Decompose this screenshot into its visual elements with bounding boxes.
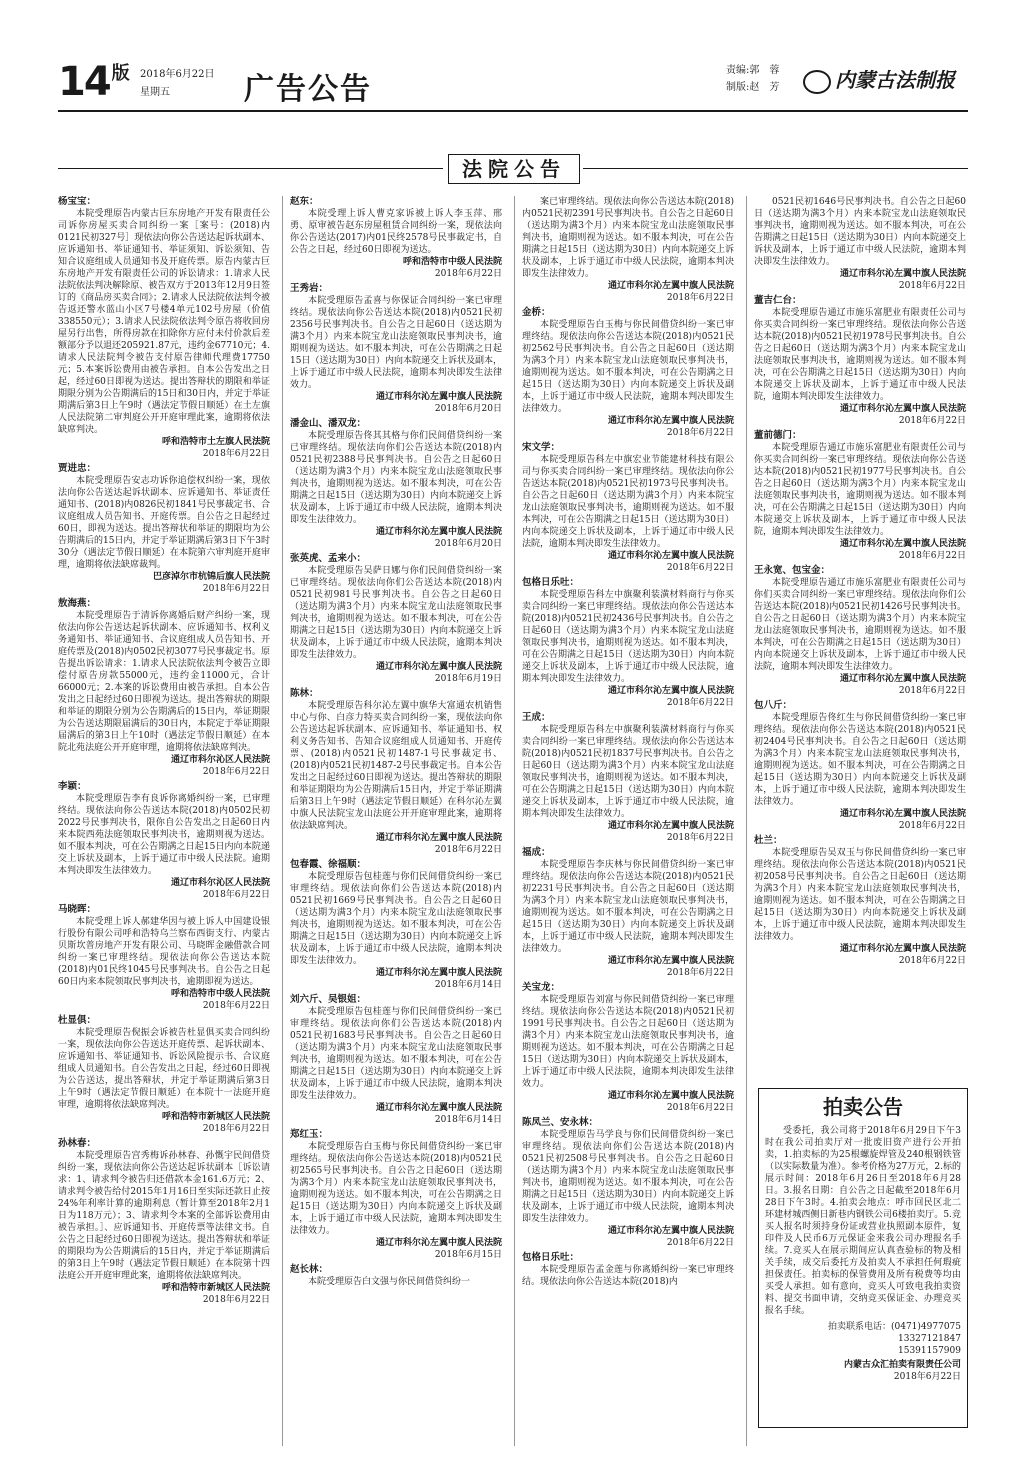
notice-court-signature: 通辽市科尔沁左翼中旗人民法院 bbox=[375, 662, 502, 672]
banner-rule-left bbox=[58, 168, 443, 169]
notice-date: 2018年6月22日 bbox=[898, 956, 966, 966]
notice-date: 2018年6月22日 bbox=[898, 686, 966, 696]
notice-court-signature: 通辽市科尔沁左翼中旗人民法院 bbox=[839, 404, 966, 414]
notice-body: 本院受理原告马学良与你们民间借贷纠纷一案已审理终结。现依法向你们公告送达本院(2018)内0521民初2508号民事判决书。自公告之日起60日（送达期为满3个月）内来本院宝龙山法庭领取民事判决书，逾期则视为送达。如不服本判决，可在公告期满之日起15日（送达期为30日）内向本院递交上诉状及副本，上诉于通辽市中级人民法院，逾期本判决即发生法律效力。 bbox=[522, 1130, 734, 1224]
notice-court-signature: 呼和浩特市中级人民法院 bbox=[170, 989, 270, 999]
notice-addressee: 金桥： bbox=[522, 307, 551, 318]
notice-court-signature: 呼和浩特市中级人民法院 bbox=[402, 257, 502, 267]
issue-date-text: 2018年6月22日 bbox=[140, 69, 215, 80]
page-number bbox=[58, 60, 130, 104]
court-notice bbox=[58, 463, 270, 595]
notice-addressee: 董前德门： bbox=[754, 430, 802, 441]
newspaper-logo bbox=[803, 64, 955, 94]
court-notice bbox=[754, 700, 966, 832]
page-label: 版 bbox=[111, 63, 130, 84]
court-notice-banner bbox=[58, 154, 968, 184]
auction-phone: 15391157909 bbox=[898, 1346, 961, 1356]
notice-body: 本院受理原告于清诉你离婚后财产纠纷一案，现依法向你公告送达起诉状副本、应诉通知书、权利义务通知书、举证通知书、合议庭组成人员告知书、开庭传票及(2018)内0502民初3077号民事裁定书。原告提出诉讼请求：1.请求人民法院依法判令被告立即偿付原告房款55000元，违约金11000元，合计66000元；2.本案的诉讼费用由被告承担。自本公告发出之日起经过60日即视为送达。提出答辩状的期限和举证的期限分别为公告期满后的15日内，举证期限为公告送达期限届满后的30日内，本院定于举证期限届满后的第3日上午10时（遇法定节假日顺延）在本院北苑法庭公开开庭审理，逾期将依法缺席判决。 bbox=[58, 611, 270, 753]
court-notice bbox=[290, 1264, 502, 1288]
editor-name: 责编:郭 蓉 bbox=[726, 65, 780, 76]
notice-addressee: 张英虎、孟来小： bbox=[290, 553, 367, 564]
court-notice bbox=[522, 1252, 734, 1288]
notice-addressee: 孙林春： bbox=[58, 1138, 97, 1149]
notice-addressee: 宋文学： bbox=[522, 442, 561, 453]
notice-body: 本院受理原告科尔沁左翼中旗华大富通农机销售中心与你、白彦力特买卖合同纠纷一案，现依法向你公告送达起诉状副本、应诉通知书、举证通知书、权利义务告知书、告知合议庭组成人员通知书、开庭传票、(2018)内0521民初1487-1号民事裁定书、(2018)内0521民初1487-2号民事裁定书。自本公告发出之日起经过60日即视为送达。提出答辩状的期限和举证期限均为公告期满后15日内，并定于举证期满后第3日上午9时（遇法定节假日顺延）在科尔沁左翼中旗人民法院宝龙山法庭公开开庭审理此案，逾期将依法缺席判决。 bbox=[290, 701, 502, 831]
notice-body: 本院受理上诉人郝建华因与被上诉人中国建设银行股份有限公司呼和浩特乌兰察布西街支行、内蒙古贝斯坎普房地产开发有限公司、马晓晖金融借款合同纠纷一案已审理终结。现依法向你公告送达本院(2018)内01民终1045号民事判决书。自公告之日起60日内来本院领取民事判决书，逾期即视为送达。 bbox=[58, 917, 270, 987]
notice-date: 2018年6月22日 bbox=[202, 584, 270, 594]
court-notice bbox=[522, 442, 734, 574]
notice-body: 本院受理原告白玉梅与你民间借贷纠纷一案已审理终结。现依法向你公告送达本院(2018)内0521民初2562号民事判决书。自公告之日起60日（送达期为满3个月）内来本院宝龙山法庭领取民事判决书，逾期则视为送达。如不服本判决，可在公告期满之日起15日（送达期为30日）内向本院递交上诉状及副本，上诉于通辽市中级人民法院，逾期本判决即发生法律效力。 bbox=[522, 320, 734, 414]
court-notice bbox=[290, 553, 502, 685]
notice-addressee: 刘六斤、吴银姐： bbox=[290, 994, 367, 1005]
notice-addressee: 杨宝宝： bbox=[58, 196, 97, 207]
header-rule bbox=[58, 110, 968, 112]
notice-body: 本院受理原告孟喜与你保证合同纠纷一案已审理终结。现依法向你公告送达本院(2018)内0521民初2356号民事判决书。自公告之日起60日（送达期为满3个月）内来本院宝龙山法庭领取民事判决书，逾期则视为送达。如不服本判决，可在公告期满之日起15日（送达期为30日）内向本院递交上诉状及副本，上诉于通辽市中级人民法院，逾期本判决即发生法律效力。 bbox=[290, 296, 502, 390]
notice-column-1 bbox=[58, 196, 270, 1456]
notice-body: 本院受理原告倪振会诉被告杜显俱买卖合同纠纷一案，现依法向你公告送达开庭传票、起诉状副本、应诉通知书、举证通知书、诉讼风险提示书、合议庭组成人员通知书。自公告发出之日起，经过60日即视为公告送达，提出答辩状，并定于举证期满后第3日上午9时（遇法定节假日顺延）在本院十一法庭开庭审理，逾期将依法缺席判决。 bbox=[58, 1028, 270, 1110]
court-notice bbox=[522, 577, 734, 709]
notice-body: 本院受理原告吴萨日娜与你们民间借贷纠纷一案已审理终结。现依法向你们公告送达本院(2018)内0521民初981号民事判决书。自公告之日起60日（送达期为满3个月）内来本院宝龙山法庭领取民事判决书，逾期则视为送达。如不服本判决，可在公告期满之日起15日（送达期为30日）内向本院递交上诉状及副本，上诉于通辽市中级人民法院，逾期本判决即发生法律效力。 bbox=[290, 566, 502, 660]
issue-weekday: 星期五 bbox=[140, 87, 170, 98]
notice-addressee: 董吉仁台： bbox=[754, 295, 802, 306]
court-notice bbox=[290, 283, 502, 415]
court-notice bbox=[290, 196, 502, 280]
notice-court-signature: 通辽市科尔沁左翼中旗人民法院 bbox=[839, 674, 966, 684]
notice-date: 2018年6月22日 bbox=[898, 416, 966, 426]
notice-date: 2018年6月22日 bbox=[898, 821, 966, 831]
court-notice bbox=[754, 295, 966, 427]
page-header bbox=[58, 60, 968, 110]
notice-addressee: 包春霞、徐福顺： bbox=[290, 859, 367, 870]
editor-credits bbox=[726, 62, 779, 96]
notice-date: 2018年6月22日 bbox=[666, 968, 734, 978]
court-notice bbox=[58, 196, 270, 460]
notice-body: 本院受理原告内蒙古巨东房地产开发有限责任公司诉你房屋买卖合同纠纷一案［案号：(2018)内0121民初327号］现依法向你公告送达起诉状副本、应诉通知书、举证通知书、举证须知、诉讼须知、告知合议庭组成人员通知书及开庭传票。原告内蒙古巨东房地产开发有限责任公司的诉讼请求：1.请求人民法院依法判决解除原、被告双方于2013年12月9日签订的《商品房买卖合同》；2.请求人民法院依法判令被告返还警水蓝山小区7号楼4单元102号房屋（价值338550元）；3.请求人民法院依法判令原告将收回房屋另行出售，所得房款在扣除你方应付未付价款后差额部分予以退还205921.87元，违约金67710元；4.请求人民法院判令被告支付原告律师代理费17750元；5.本案诉讼费用由被告承担。自本公告发出之日起，经过60日即视为送达。提出答辩状的期限和举证期限分别为公告期满后的15日和30日内，并定于举证期满后第3日上午9时（遇法定节假日顺延）在土左旗人民法院第二审判庭公开开庭审理此案，逾期将依法缺席判决。 bbox=[58, 209, 270, 435]
notice-date: 2018年6月22日 bbox=[666, 428, 734, 438]
notice-body: 本院受理原告吴双玉与你民间借贷纠纷一案已审理终结。现依法向你公告送达本院(2018)内0521民初2058号民事判决书。自公告之日起60日（送达期为满3个月）内来本院宝龙山法庭领取民事判决书，逾期则视为送达。如不服本判决，可在公告期满之日起15日（送达期为30日）内向本院递交上诉状及副本，上诉于通辽市中级人民法院，逾期本判决即发生法律效力。 bbox=[754, 848, 966, 942]
notice-addressee: 贾进忠： bbox=[58, 463, 97, 474]
notice-court-signature: 通辽市科尔沁左翼中旗人民法院 bbox=[607, 956, 734, 966]
notice-court-signature: 通辽市科尔沁左翼中旗人民法院 bbox=[375, 968, 502, 978]
court-notice bbox=[754, 430, 966, 562]
notice-date: 2018年6月22日 bbox=[434, 845, 502, 855]
notice-court-signature: 通辽市科尔沁左翼中旗人民法院 bbox=[607, 551, 734, 561]
court-notice bbox=[290, 688, 502, 856]
notice-column-4 bbox=[754, 196, 966, 1081]
notice-date: 2018年6月22日 bbox=[666, 1238, 734, 1248]
court-notice bbox=[58, 598, 270, 778]
notice-date: 2018年6月19日 bbox=[434, 674, 502, 684]
court-notice bbox=[290, 1129, 502, 1261]
notice-court-signature: 通辽市科尔沁左翼中旗人民法院 bbox=[607, 821, 734, 831]
notice-addressee: 王永宽、包宝金： bbox=[754, 565, 831, 576]
notice-body: 本院受理原告刘富与你民间借贷纠纷一案已审理终结。现依法向你公告送达本院(2018)内0521民初1991号民事判决书。自公告之日起60日（送达期为满3个月）内来本院宝龙山法庭领取民事判决书，逾期则视为送达。如不服本判决，可在公告期满之日起15日（送达期为30日）内向本院递交上诉状及副本，上诉于通辽市中级人民法院，逾期本判决即发生法律效力。 bbox=[522, 995, 734, 1089]
notice-addressee: 敖海燕： bbox=[58, 598, 97, 609]
auction-notice bbox=[758, 1088, 968, 1428]
court-notice bbox=[522, 307, 734, 439]
notice-body: 本院受理原告白文强与你民间借贷纠纷一 bbox=[308, 1277, 471, 1287]
notice-court-signature: 通辽市科尔沁区人民法院 bbox=[170, 878, 270, 888]
notice-court-signature: 通辽市科尔沁区人民法院 bbox=[170, 755, 270, 765]
court-notice bbox=[290, 859, 502, 991]
notice-body: 本院受理原告包桂莲与你们民间借贷纠纷一案已审理终结。现依法向你们公告送达本院(2018)内0521民初1683号民事判决书。自公告之日起60日（送达期为满3个月）内来本院宝龙山法庭领取民事判决书，逾期则视为送达。如不服本判决，可在公告期满之日起15日（送达期为30日）内向本院递交上诉状及副本，上诉于通辽市中级人民法院，逾期本判决即发生法律效力。 bbox=[290, 1007, 502, 1101]
notice-court-signature: 呼和浩特市新城区人民法院 bbox=[161, 1112, 270, 1122]
notice-date: 2018年6月22日 bbox=[434, 269, 502, 279]
notice-addressee: 杜兰： bbox=[754, 835, 783, 846]
auction-title: 拍卖公告 bbox=[823, 1095, 903, 1119]
court-notice bbox=[754, 835, 966, 967]
layout-editor-name: 制版:赵 芳 bbox=[726, 82, 780, 93]
notice-date: 2018年6月22日 bbox=[666, 833, 734, 843]
notice-date: 2018年6月14日 bbox=[434, 1115, 502, 1125]
court-notice bbox=[754, 196, 966, 292]
court-notice bbox=[522, 1117, 734, 1249]
auction-phone: 13327121847 bbox=[898, 1334, 961, 1344]
court-notice bbox=[522, 196, 734, 304]
notice-addressee: 王秀岩： bbox=[290, 283, 329, 294]
notice-court-signature: 通辽市科尔沁左翼中旗人民法院 bbox=[607, 1226, 734, 1236]
notice-date: 2018年6月22日 bbox=[202, 1295, 270, 1305]
court-notice bbox=[58, 1015, 270, 1135]
notice-date: 2018年6月22日 bbox=[666, 1103, 734, 1113]
notice-addressee: 福成： bbox=[522, 847, 551, 858]
notice-body: 本院受理原告李庆林与你民间借贷纠纷一案已审理终结。现依法向你公告送达本院(2018)内0521民初2231号民事判决书。自公告之日起60日（送达期为满3个月）内来本院宝龙山法庭领取民事判决书，逾期则视为送达。如不服本判决，可在公告期满之日起15日（送达期为30日）内向本院递交上诉状及副本，上诉于通辽市中级人民法院，逾期本判决即发生法律效力。 bbox=[522, 860, 734, 954]
notice-body: 本院受理原告佟红生与你民间借贷纠纷一案已审理终结。现依法向你公告送达本院(2018)内0521民初2404号民事判决书。自公告之日起60日（送达期为满3个月）内来本院宝龙山法庭领取民事判决书，逾期则视为送达。如不服本判决，可在公告期满之日起15日（送达期为30日）内向本院递交上诉状及副本，上诉于通辽市中级人民法院，逾期本判决即发生法律效力。 bbox=[754, 713, 966, 807]
notice-body: 本院受理原告佟其其格与你们民间借贷纠纷一案已审理终结。现依法向你们公告送达本院(2018)内0521民初2388号民事判决书。自公告之日起60日（送达期为满3个月）内来本院宝龙山法庭领取民事判决书，逾期则视为送达。如不服本判决，可在公告期满之日起15日（送达期为30日）内向本院递交上诉状及副本，上诉于通辽市中级人民法院，逾期本判决即发生法律效力。 bbox=[290, 431, 502, 525]
notice-date: 2018年6月22日 bbox=[202, 1124, 270, 1134]
notice-addressee: 李颖： bbox=[58, 781, 87, 792]
notice-addressee: 关宝龙： bbox=[522, 982, 561, 993]
notice-date: 2018年6月22日 bbox=[666, 293, 734, 303]
logo-emblem-icon bbox=[803, 70, 831, 94]
notice-court-signature: 通辽市科尔沁左翼中旗人民法院 bbox=[839, 944, 966, 954]
court-notice bbox=[754, 565, 966, 697]
court-notice bbox=[522, 847, 734, 979]
notice-court-signature: 通辽市科尔沁左翼中旗人民法院 bbox=[375, 1103, 502, 1113]
notice-date: 2018年6月22日 bbox=[898, 281, 966, 291]
notice-body: 本院受理原告科左中旗宏业节能建材科技有限公司与你买卖合同纠纷一案已审理终结。现依法向你公告送达本院(2018)内0521民初1973号民事判决书。自公告之日起60日（送达期为满3个月）内来本院宝龙山法庭领取民事判决书，逾期则视为送达。如不服本判决，可在公告期满之日起15日（送达期为30日）内向本院递交上诉状及副本，上诉于通辽市中级人民法院，逾期本判决即发生法律效力。 bbox=[522, 455, 734, 549]
notice-court-signature: 通辽市科尔沁左翼中旗人民法院 bbox=[375, 392, 502, 402]
notice-court-signature: 通辽市科尔沁左翼中旗人民法院 bbox=[607, 686, 734, 696]
notice-court-signature: 通辽市科尔沁左翼中旗人民法院 bbox=[839, 269, 966, 279]
notice-date: 2018年6月22日 bbox=[666, 563, 734, 573]
court-notice bbox=[522, 982, 734, 1114]
notice-addressee: 王成： bbox=[522, 712, 551, 723]
section-title: 广告公告 bbox=[244, 72, 372, 107]
page-number-value: 14 bbox=[58, 59, 110, 105]
notice-court-signature: 通辽市科尔沁左翼中旗人民法院 bbox=[375, 527, 502, 537]
notice-court-signature: 通辽市科尔沁左翼中旗人民法院 bbox=[607, 1091, 734, 1101]
notice-body: 本院受理原告安志功诉你追偿权纠纷一案，现依法向你公告送达起诉状副本、应诉通知书、举证责任通知书、(2018)内0826民初1841号民事裁定书、合议庭组成人员告知书、开庭传票。自公告之日起经过60日，即视为送达。提出答辩状和举证的期限均为公告期满后的15日内，并定于举证期满后第3日下午3时30分（遇法定节假日顺延）在本院第六审判庭开庭审理，逾期将依法缺席裁判。 bbox=[58, 476, 270, 570]
notice-court-signature: 通辽市科尔沁左翼中旗人民法院 bbox=[607, 416, 734, 426]
notice-court-signature: 呼和浩特市土左旗人民法院 bbox=[161, 437, 270, 447]
notice-date: 2018年6月14日 bbox=[434, 980, 502, 990]
court-notice bbox=[290, 994, 502, 1126]
notice-body: 本院受理原告科左中旗聚利装潢材料商行与你买卖合同纠纷一案已审理终结。现依法向你公告送达本院(2018)内0521民初1837号民事判决书。自公告之日起60日（送达期为满3个月）内来本院宝龙山法庭领取民事判决书，逾期则视为送达。如不服本判决，可在公告期满之日起15日（送达期为30日）内向本院递交上诉状及副本，上诉于通辽市中级人民法院，逾期本判决即发生法律效力。 bbox=[522, 725, 734, 819]
notice-date: 2018年6月20日 bbox=[434, 404, 502, 414]
issue-date bbox=[140, 66, 215, 102]
notice-body: 本院受理上诉人曹克家诉被上诉人李玉萍、邢勇、原审被告赵东房屋租赁合同纠纷一案，现依法向你公告送达(2017)内01民终2578号民事裁定书，自公告之日起，经过60日即视为送达。 bbox=[290, 209, 502, 255]
auction-body: 受委托，我公司将于2018年6月29日下午3时在我公司拍卖厅对一批废旧资产进行公开拍卖，1.拍卖标的为25根螺旋焊管及240根钢铁管（以实际数量为准）。参考价格为27万元，2.标的展示时间：2018年6月26日至2018年6月28日。3.报名日期：自公告之日起截至2018年6月28日下午3时。4.拍卖会地点：呼市回民区北二环建材城西侧日新巷内钢铁公司6楼拍卖厅。5.竞买人报名时须持身份证或营业执照副本原件，复印件及人民币6万元保证金来我公司办理报名手续。7.竞买人在展示期间应认真查验标的物及相关手续，成交后委托方及拍卖人不承担任何瑕疵担保责任。拍卖标的保管费用及所有税费等均由买受人承担。如有意向，竞买人可致电我拍卖资料、提交书面申请，交纳竞买保证金、办理竞买报名手续。 bbox=[765, 1126, 961, 1316]
notice-court-signature: 通辽市科尔沁左翼中旗人民法院 bbox=[839, 809, 966, 819]
court-notice bbox=[58, 781, 270, 901]
notice-addressee: 包格日乐吐： bbox=[522, 577, 580, 588]
notice-addressee: 陈林： bbox=[290, 688, 319, 699]
notice-date: 2018年6月15日 bbox=[434, 1250, 502, 1260]
notice-addressee: 郑红玉： bbox=[290, 1129, 329, 1140]
notice-date: 2018年6月22日 bbox=[898, 551, 966, 561]
notice-addressee: 赵东： bbox=[290, 196, 319, 207]
notice-body: 本院受理原告白玉梅与你民间借贷纠纷一案已审理终结。现依法向你公告送达本院(2018)内0521民初2565号民事判决书。自公告之日起60日（送达期为满3个月）内来本院宝龙山法庭领取民事判决书，逾期则视为送达。如不服本判决，可在公告期满之日起15日（送达期为30日）内向本院递交上诉状及副本，上诉于通辽市中级人民法院，逾期本判决即发生法律效力。 bbox=[290, 1142, 502, 1236]
notice-column-3 bbox=[522, 196, 734, 1456]
notice-court-signature: 通辽市科尔沁左翼中旗人民法院 bbox=[607, 281, 734, 291]
notice-date: 2018年6月22日 bbox=[202, 1001, 270, 1011]
notice-date: 2018年6月20日 bbox=[434, 539, 502, 549]
notice-addressee: 包八斤： bbox=[754, 700, 793, 711]
notice-body: 本院受理原告孟金莲与你离婚纠纷一案已审理终结。现依法向你公告送达本院(2018)内 bbox=[522, 1265, 734, 1287]
notice-date: 2018年6月22日 bbox=[666, 698, 734, 708]
notice-body: 本院受理原告宫秀梅诉孙林春、孙慨宇民间借贷纠纷一案，现依法向你公告送达起诉状副本［诉讼请求：1、请求判令被告归还借款本金161.6万元；2、请求判令被告给付2015年1月16日至实际还款日止按24%年利率计算的逾期利息（暂计算至2018年2月1日为118万元）；3、请求判令本案的全部诉讼费用由被告承担。］、应诉通知书、开庭传票等法律文书。自公告之日起经过60日即视为送达。提出答辩状和举证的期限均为公告期满后的15日内，并定于举证期满后的第3日上午9时（遇法定节假日顺延）在本院第十四法庭公开开庭审理此案，逾期将依法缺席判决。 bbox=[58, 1151, 270, 1281]
notice-date: 2018年6月22日 bbox=[202, 767, 270, 777]
notice-addressee: 杜显俱： bbox=[58, 1015, 97, 1026]
court-notice bbox=[58, 1138, 270, 1306]
banner-title: 法院公告 bbox=[448, 154, 580, 184]
notice-body: 本院受理原告科左中旗聚利装潢材料商行与你买卖合同纠纷一案已审理终结。现依法向你公告送达本院(2018)内0521民初2436号民事判决书。自公告之日起60日（送达期为满3个月）内来本院宝龙山法庭领取民事判决书，逾期则视为送达。如不服本判决，可在公告期满之日起15日（送达期为30日）内向本院递交上诉状及副本，上诉于通辽市中级人民法院，逾期本判决即发生法律效力。 bbox=[522, 590, 734, 684]
notice-court-signature: 巴彦淖尔市杭锦后旗人民法院 bbox=[152, 572, 270, 582]
notice-addressee: 陈凤兰、安永林： bbox=[522, 1117, 599, 1128]
notice-date: 2018年6月22日 bbox=[202, 449, 270, 459]
auction-contact: 拍卖联系电话：(0471)4977075 bbox=[827, 1322, 961, 1332]
notice-court-signature: 呼和浩特市新城区人民法院 bbox=[161, 1283, 270, 1293]
notice-body: 本院受理原告通辽市施乐富肥业有限责任公司与你买卖合同纠纷一案已审理终结。现依法向你公告送达本院(2018)内0521民初1978号民事判决书。自公告之日起60日（送达期为满3个月）内来本院宝龙山法庭领取民事判决书，逾期则视为送达。如不服本判决，可在公告期满之日起15日（送达期为30日）内向本院递交上诉状及副本，上诉于通辽市中级人民法院，逾期本判决即发生法律效力。 bbox=[754, 308, 966, 402]
notice-court-signature: 通辽市科尔沁左翼中旗人民法院 bbox=[375, 833, 502, 843]
logo-text: 内蒙古法制报 bbox=[835, 68, 955, 92]
notice-body: 0521民初1646号民事判决书。自公告之日起60日（送达期为满3个月）内来本院宝龙山法庭领取民事判决书，逾期则视为送达。如不服本判决，可在公告期满之日起15日（送达期为30日）内向本院递交上诉状及副本，上诉于通辽市中级人民法院，逾期本判决即发生法律效力。 bbox=[754, 197, 966, 267]
notice-court-signature: 通辽市科尔沁左翼中旗人民法院 bbox=[375, 1238, 502, 1248]
auction-date: 2018年6月22日 bbox=[893, 1372, 961, 1382]
notice-date: 2018年6月22日 bbox=[202, 890, 270, 900]
court-notice bbox=[58, 904, 270, 1012]
notice-body: 案已审理终结。现依法向你公告送达本院(2018)内0521民初2391号民事判决书。自公告之日起60日（送达期为满3个月）内来本院宝龙山法庭领取民事判决书，逾期则视为送达。如不服本判决，可在公告期满之日起15日（送达期为30日）内向本院递交上诉状及副本，上诉于通辽市中级人民法院，逾期本判决即发生法律效力。 bbox=[522, 197, 734, 279]
notice-addressee: 潘金山、潘双龙： bbox=[290, 418, 367, 429]
notice-addressee: 马晓晖： bbox=[58, 904, 97, 915]
notice-column-2 bbox=[290, 196, 502, 1456]
court-notice bbox=[522, 712, 734, 844]
notice-body: 本院受理原告包桂莲与你们民间借贷纠纷一案已审理终结。现依法向你们公告送达本院(2018)内0521民初1669号民事判决书。自公告之日起60日（送达期为满3个月）内来本院宝龙山法庭领取民事判决书，逾期则视为送达。如不服本判决，可在公告期满之日起15日（送达期为30日）内向本院递交上诉状及副本，上诉于通辽市中级人民法院，逾期本判决即发生法律效力。 bbox=[290, 872, 502, 966]
notice-addressee: 赵长林： bbox=[290, 1264, 329, 1275]
notice-body: 本院受理原告通辽市施乐富肥业有限责任公司与你们买卖合同纠纷一案已审理终结。现依法向你们公告送达本院(2018)内0521民初1426号民事判决书。自公告之日起60日（送达期为满3个月）内来本院宝龙山法庭领取民事判决书，逾期则视为送达。如不服本判决，可在公告期满之日起15日（送达期为30日）内向本院递交上诉状及副本，上诉于通辽市中级人民法院，逾期本判决即发生法律效力。 bbox=[754, 578, 966, 672]
notice-body: 本院受理原告通辽市施乐富肥业有限责任公司与你买卖合同纠纷一案已审理终结。现依法向你公告送达本院(2018)内0521民初1977号民事判决书。自公告之日起60日（送达期为满3个月）内来本院宝龙山法庭领取民事判决书，逾期则视为送达。如不服本判决，可在公告期满之日起15日（送达期为30日）内向本院递交上诉状及副本，上诉于通辽市中级人民法院，逾期本判决即发生法律效力。 bbox=[754, 443, 966, 537]
banner-rule-right bbox=[583, 168, 968, 169]
notice-body: 本院受理原告李有良诉你离婚纠纷一案，已审理终结。现依法向你公告送达本院(2018)内0502民初2022号民事判决书，限你自公告发出之日起60日内来本院西苑法庭领取民事判决书，逾期则视为送达。如不服本判决，可在公告期满之日起15日内向本院递交上诉状及副本，上诉于通辽市中级人民法院。逾期本判决即发生法律效力。 bbox=[58, 794, 270, 876]
notice-addressee: 包格日乐吐： bbox=[522, 1252, 580, 1263]
court-notice bbox=[290, 418, 502, 550]
auction-company: 内蒙古众汇拍卖有限责任公司 bbox=[843, 1360, 961, 1370]
notice-court-signature: 通辽市科尔沁左翼中旗人民法院 bbox=[839, 539, 966, 549]
